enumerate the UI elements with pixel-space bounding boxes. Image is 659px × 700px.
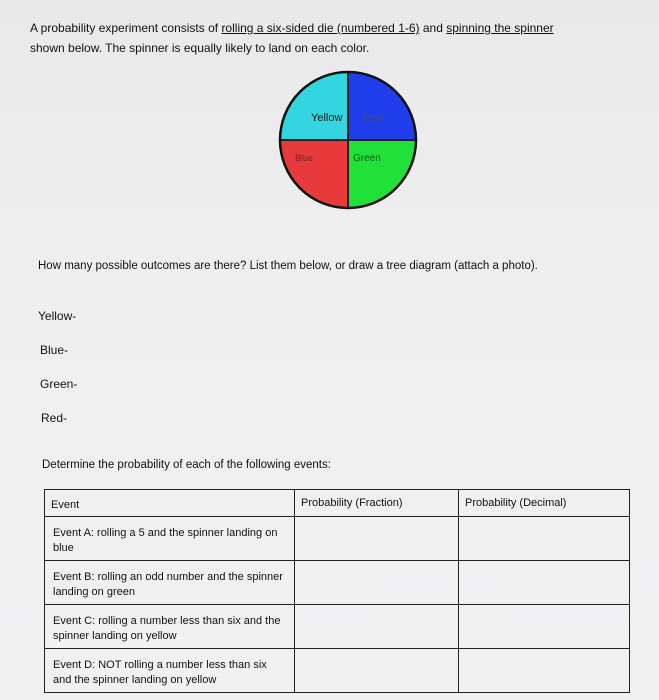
probability-table (44, 489, 630, 693)
table-row (45, 605, 630, 649)
intro-paragraph (30, 18, 630, 58)
table-row (45, 561, 630, 605)
intro-text-2: and (419, 21, 447, 35)
header-fraction-label: Probability (Fraction) (301, 497, 403, 509)
intro-spinner-phrase: spinning the spinner (446, 21, 554, 35)
event-cell (45, 649, 295, 693)
event-c-text: Event C: rolling a number less than six and the spinner landing on yellow (53, 615, 281, 642)
event-cell (45, 561, 295, 605)
outcome-green: Green- (40, 377, 78, 391)
decimal-answer-cell[interactable] (459, 561, 630, 605)
intro-line-2: shown below. The spinner is equally likely to land on each color. (30, 41, 370, 55)
event-a-text: Event A: rolling a 5 and the spinner landing on blue (53, 527, 278, 554)
table-row (45, 517, 630, 561)
table-header-row (45, 490, 630, 517)
outcomes-question: How many possible outcomes are there? List them below, or draw a tree diagram (attach a photo). (38, 260, 538, 272)
header-fraction (295, 490, 459, 517)
decimal-answer-cell[interactable] (459, 649, 630, 693)
intro-text-1: A probability experiment consists of (30, 21, 222, 35)
intro-die-phrase: rolling a six-sided die (numbered 1-6) (221, 21, 420, 35)
fraction-answer-cell[interactable] (295, 605, 459, 649)
fraction-answer-cell[interactable] (295, 517, 459, 561)
spinner-diagram (278, 70, 418, 210)
decimal-answer-cell[interactable] (459, 605, 630, 649)
fraction-answer-cell[interactable] (295, 649, 459, 693)
outcome-yellow: Yellow- (38, 309, 77, 323)
event-cell (45, 517, 295, 561)
event-d-text: Event D: NOT rolling a number less than six and the spinner landing on yellow (53, 659, 267, 686)
spinner-label-yellow: Yellow (311, 112, 343, 124)
decimal-answer-cell[interactable] (459, 517, 630, 561)
header-event (45, 490, 295, 517)
spinner-label-green: Green (353, 153, 381, 164)
header-decimal (459, 490, 630, 517)
fraction-answer-cell[interactable] (295, 561, 459, 605)
spinner-label-blue: Blue (295, 153, 314, 163)
header-decimal-label: Probability (Decimal) (465, 497, 567, 509)
header-event-label: Event (51, 499, 80, 511)
spinner-label-red: Red (363, 112, 384, 124)
determine-instructions: Determine the probability of each of the following events: (42, 459, 331, 471)
outcome-red: Red- (41, 411, 68, 425)
event-b-text: Event B: rolling an odd number and the spinner landing on green (53, 571, 283, 598)
outcome-blue: Blue- (40, 343, 69, 357)
event-cell (45, 605, 295, 649)
table-row (45, 649, 630, 693)
